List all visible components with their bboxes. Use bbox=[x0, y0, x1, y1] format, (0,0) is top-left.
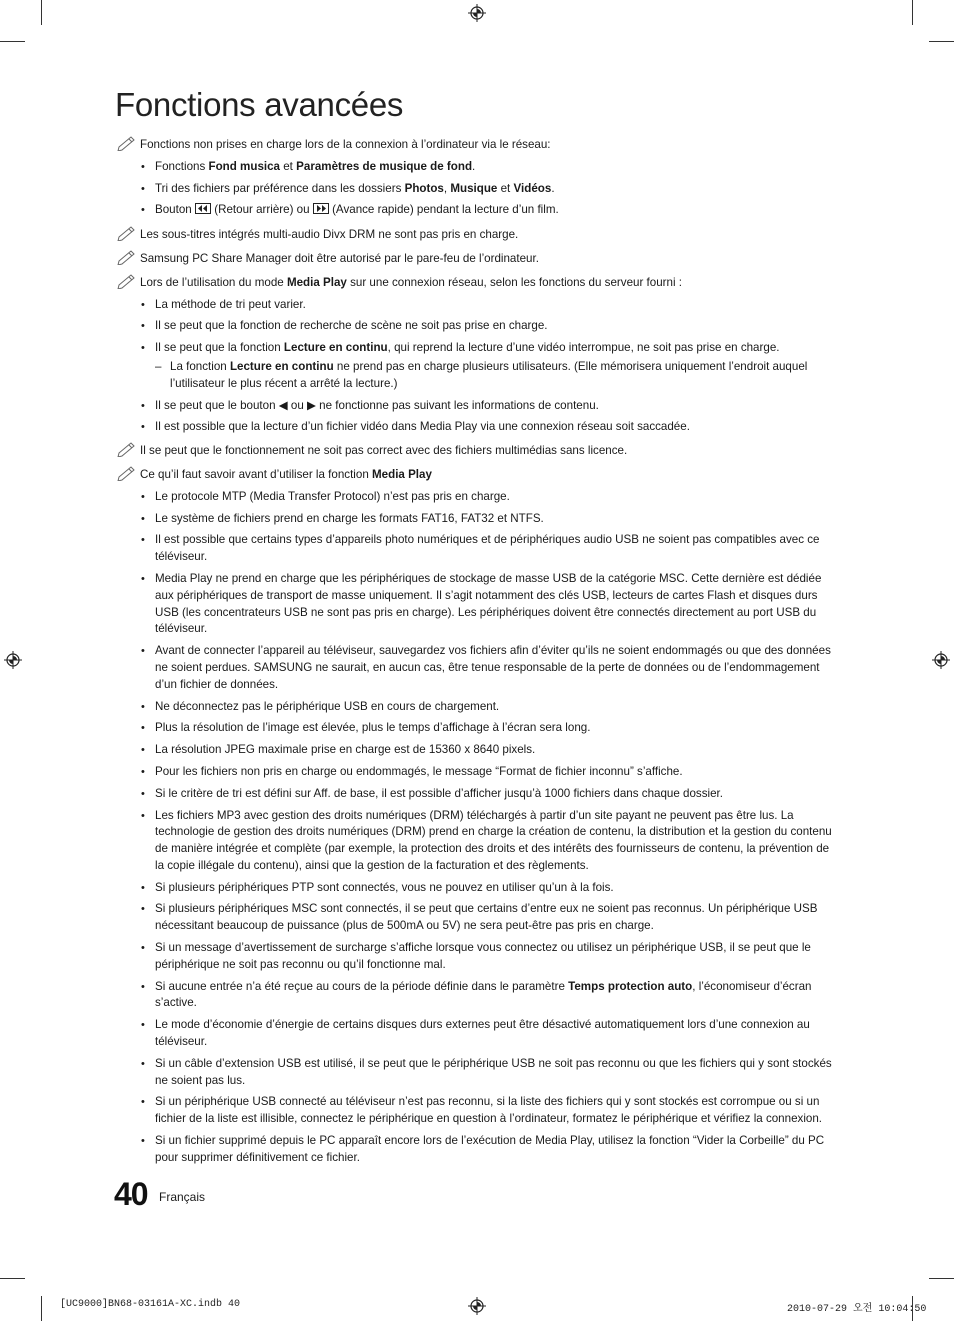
print-slug-file: [UC9000]BN68-03161A-XC.indb 40 bbox=[60, 1299, 241, 1310]
list-item: • Si aucune entrée n’a été reçue au cours de la période définie dans le paramètre Temps protection auto, l’économiseur d’écran s’active. bbox=[141, 979, 812, 1010]
dash: – bbox=[155, 359, 162, 373]
registration-mark-icon bbox=[468, 1297, 486, 1315]
bullet: • bbox=[141, 722, 145, 735]
note: Les sous-titres intégrés multi-audio Divx DRM ne sont pas pris en charge. bbox=[117, 227, 841, 244]
list-item bbox=[117, 699, 841, 716]
note: Ce qu’il faut savoir avant d’utiliser la fonction Media Play bbox=[117, 467, 841, 484]
bullet: • bbox=[141, 490, 145, 503]
note: Fonctions non prises en charge lors de la connexion à l’ordinateur via le réseau: bbox=[117, 137, 841, 154]
list-item bbox=[117, 742, 841, 759]
list-item: • Il se peut que la fonction de recherche de scène ne soit pas prise en charge. bbox=[117, 318, 841, 335]
bullet: • bbox=[141, 881, 145, 894]
list-item bbox=[117, 532, 841, 566]
sub-list-item: – La fonction Lecture en continu ne prend pas en charge plusieurs utilisateurs. (Elle mémorisera uniquement l’endroit auquel l’utilisateur le plus récent a arrêté la lecture.) bbox=[155, 359, 808, 390]
list-item: • Il se peut que le bouton ◀ ou ▶ ne fonctionne pas suivant les informations de contenu. bbox=[117, 398, 841, 415]
fast-forward-icon bbox=[313, 203, 329, 214]
note-pencil-icon bbox=[117, 135, 137, 151]
list-item: • Il est possible que la lecture d’un fichier vidéo dans Media Play via une connexion réseau soit saccadée. bbox=[117, 419, 841, 436]
bullet: • bbox=[141, 204, 145, 217]
list-item-text: Ne déconnectez pas le périphérique USB en cours de chargement. bbox=[155, 699, 500, 713]
crop-mark bbox=[41, 0, 42, 25]
print-slug-date: 2010-07-29 오전 10:04:50 bbox=[787, 1304, 927, 1315]
list-item-text: Si le critère de tri est défini sur Aff. de base, il est possible d’afficher jusqu’à 1000 fichiers dans chaque dossier. bbox=[155, 786, 723, 800]
list-item-text: Media Play ne prend en charge que les périphériques de stockage de masse USB de la catégorie MSC. Cette dernière est dédiée aux périphériques de transport de masse uniquement. Il s’agit notamment des clés USB, lecteurs de cartes Flash et disques durs USB (les concentrateurs USB ne sont pas pris en charge). Les périphériques doivent être connectés directement au port USB du téléviseur. bbox=[155, 571, 822, 636]
list-item: • Tri des fichiers par préférence dans les dossiers Photos, Musique et Vidéos. bbox=[117, 181, 841, 198]
list-item bbox=[117, 1094, 841, 1128]
bullet: • bbox=[141, 182, 145, 195]
bullet: • bbox=[141, 980, 145, 993]
note: Il se peut que le fonctionnement ne soit pas correct avec des fichiers multimédias sans licence. bbox=[117, 443, 841, 460]
list-item bbox=[117, 1056, 841, 1090]
crop-mark bbox=[912, 0, 913, 25]
list-item: • Fonctions Fond musica et Paramètres de musique de fond. bbox=[117, 159, 841, 176]
list-item-text: Si un fichier supprimé depuis le PC apparaît encore lors de l’exécution de Media Play, utilisez la fonction “Vider la Corbeille” du PC pour supprimer définitivement ce fichier. bbox=[155, 1134, 825, 1164]
bullet: • bbox=[141, 342, 145, 355]
bullet: • bbox=[141, 298, 145, 311]
list-item bbox=[117, 940, 841, 974]
bullet: • bbox=[141, 512, 145, 525]
bullet: • bbox=[141, 787, 145, 800]
crop-mark bbox=[929, 41, 954, 42]
list-item bbox=[117, 489, 841, 506]
bullet: • bbox=[141, 1019, 145, 1032]
list-item-text: Si un message d’avertissement de surcharge s’affiche lorsque vous connectez ou utilisez un périphérique USB, il se peut que le périphérique ne soit pas reconnu ou qu’il fonctionne mal. bbox=[155, 941, 811, 971]
crop-mark bbox=[929, 1278, 954, 1279]
bullet: • bbox=[141, 903, 145, 916]
content-body bbox=[117, 137, 841, 1167]
list-item bbox=[117, 1133, 841, 1167]
registration-mark-icon bbox=[4, 651, 22, 669]
list-item bbox=[117, 764, 841, 781]
list-item bbox=[117, 1017, 841, 1051]
list-item-text: Le mode d’économie d’énergie de certains disques durs externes peut être désactivé automatiquement lors d’une connexion au téléviseur. bbox=[155, 1018, 810, 1049]
page-title: Fonctions avancées bbox=[115, 86, 404, 123]
bullet: • bbox=[141, 572, 145, 585]
note-pencil-icon bbox=[117, 441, 137, 457]
list-item-text: Avant de connecter l’appareil au téléviseur, sauvegardez vos fichiers afin d’éviter qu’ils ne soient endommagés ou que des données ne soient perdues. SAMSUNG ne saurait, en aucun cas, être tenue responsable de la perte de données ou de l’endommagement d’un fichier de données. bbox=[155, 644, 831, 691]
crop-mark bbox=[41, 1296, 42, 1321]
note-pencil-icon bbox=[117, 273, 137, 289]
list-item-text: Plus la résolution de l’image est élevée, plus le temps d’affichage à l’écran sera long. bbox=[155, 721, 591, 735]
bullet: • bbox=[141, 942, 145, 955]
crop-mark bbox=[0, 41, 25, 42]
bullet: • bbox=[141, 809, 145, 822]
bullet: • bbox=[141, 1057, 145, 1070]
list-item: • Il se peut que la fonction Lecture en continu, qui reprend la lecture d’une vidéo interrompue, ne soit pas prise en charge. bbox=[117, 340, 841, 357]
list-item bbox=[117, 511, 841, 528]
list-item-text: Si plusieurs périphériques PTP sont connectés, vous ne pouvez en utiliser qu’un à la fois. bbox=[155, 880, 614, 894]
crop-mark bbox=[0, 1278, 25, 1279]
note: Lors de l’utilisation du mode Media Play sur une connexion réseau, selon les fonctions du serveur fourni : bbox=[117, 275, 841, 292]
bullet: • bbox=[141, 320, 145, 333]
list-item-text: Si un câble d’extension USB est utilisé, il se peut que le périphérique USB ne soit pas reconnu ou que les fichiers qui y sont stockés ne soient pas lus. bbox=[155, 1056, 832, 1087]
list-item-text: Il est possible que certains types d’appareils photo numériques et de périphériques audio USB ne soient pas compatibles avec ce téléviseur. bbox=[155, 533, 820, 564]
list-item: • Bouton (Retour arrière) ou (Avance rapide) pendant la lecture d’un film. bbox=[117, 202, 841, 219]
list-item: • La méthode de tri peut varier. bbox=[117, 297, 841, 314]
list-item bbox=[117, 571, 841, 638]
page-language: Français bbox=[159, 1190, 206, 1204]
list-item bbox=[117, 720, 841, 737]
bullet: • bbox=[141, 700, 145, 713]
registration-mark-icon bbox=[932, 651, 950, 669]
list-item bbox=[117, 880, 841, 897]
media-play-list bbox=[117, 489, 841, 974]
list-item bbox=[117, 786, 841, 803]
bullet: • bbox=[141, 534, 145, 547]
list-item bbox=[117, 808, 841, 875]
note-pencil-icon bbox=[117, 465, 137, 481]
list-item-text: Si un périphérique USB connecté au téléviseur n’est pas reconnu, si la liste des fichiers qui y sont stockés est corrompue ou si un fichier de la liste est illisible, connectez le périphérique en question à l’ordinateur, formatez le périphérique et vérifiez la connexion. bbox=[155, 1095, 823, 1126]
list-item-text: Pour les fichiers non pris en charge ou endommagés, le message “Format de fichier inconnu” s’affiche. bbox=[155, 764, 683, 778]
bullet: • bbox=[141, 421, 145, 434]
list-item-text: Le protocole MTP (Media Transfer Protocol) n’est pas pris en charge. bbox=[155, 489, 510, 503]
bullet: • bbox=[141, 160, 145, 173]
bullet: • bbox=[141, 1096, 145, 1109]
page-number: 40 bbox=[114, 1176, 148, 1212]
bullet: • bbox=[141, 399, 145, 412]
registration-mark-icon bbox=[468, 4, 486, 22]
list-item bbox=[117, 901, 841, 935]
list-item-text: Les fichiers MP3 avec gestion des droits numériques (DRM) téléchargés à partir d’un site payant ne peuvent pas être lus. La technologie de gestion des droits numériques (DRM) prend en charge la création de contenu, la distribution et la gestion du contenu de manière intégrée et complète (par exemple, la protection des droits et des intérêts des fournisseurs de contenu, la prévention de la copie illégale du contenu), ainsi que la gestion de la facturation et des règlements. bbox=[155, 808, 832, 872]
list-item-text: Si plusieurs périphériques MSC sont connectés, il se peut que certains d’entre eux ne soient pas reconnus. Un périphérique USB nécessitant beaucoup de puissance (plus de 500mA ou 5V) ne sera peut-être pas pris en charge. bbox=[155, 902, 818, 933]
list-item-text: La résolution JPEG maximale prise en charge est de 15360 x 8640 pixels. bbox=[155, 743, 536, 757]
bullet: • bbox=[141, 1135, 145, 1148]
note: Samsung PC Share Manager doit être autorisé par le pare-feu de l’ordinateur. bbox=[117, 251, 841, 268]
note-pencil-icon bbox=[117, 225, 137, 241]
bullet: • bbox=[141, 744, 145, 757]
bullet: • bbox=[141, 645, 145, 658]
note-pencil-icon bbox=[117, 249, 137, 265]
bullet: • bbox=[141, 765, 145, 778]
list-item-text: Le système de fichiers prend en charge les formats FAT16, FAT32 et NTFS. bbox=[155, 511, 544, 525]
rewind-icon bbox=[195, 203, 211, 214]
list-item bbox=[117, 643, 841, 693]
media-play-list-continued bbox=[117, 1017, 841, 1166]
